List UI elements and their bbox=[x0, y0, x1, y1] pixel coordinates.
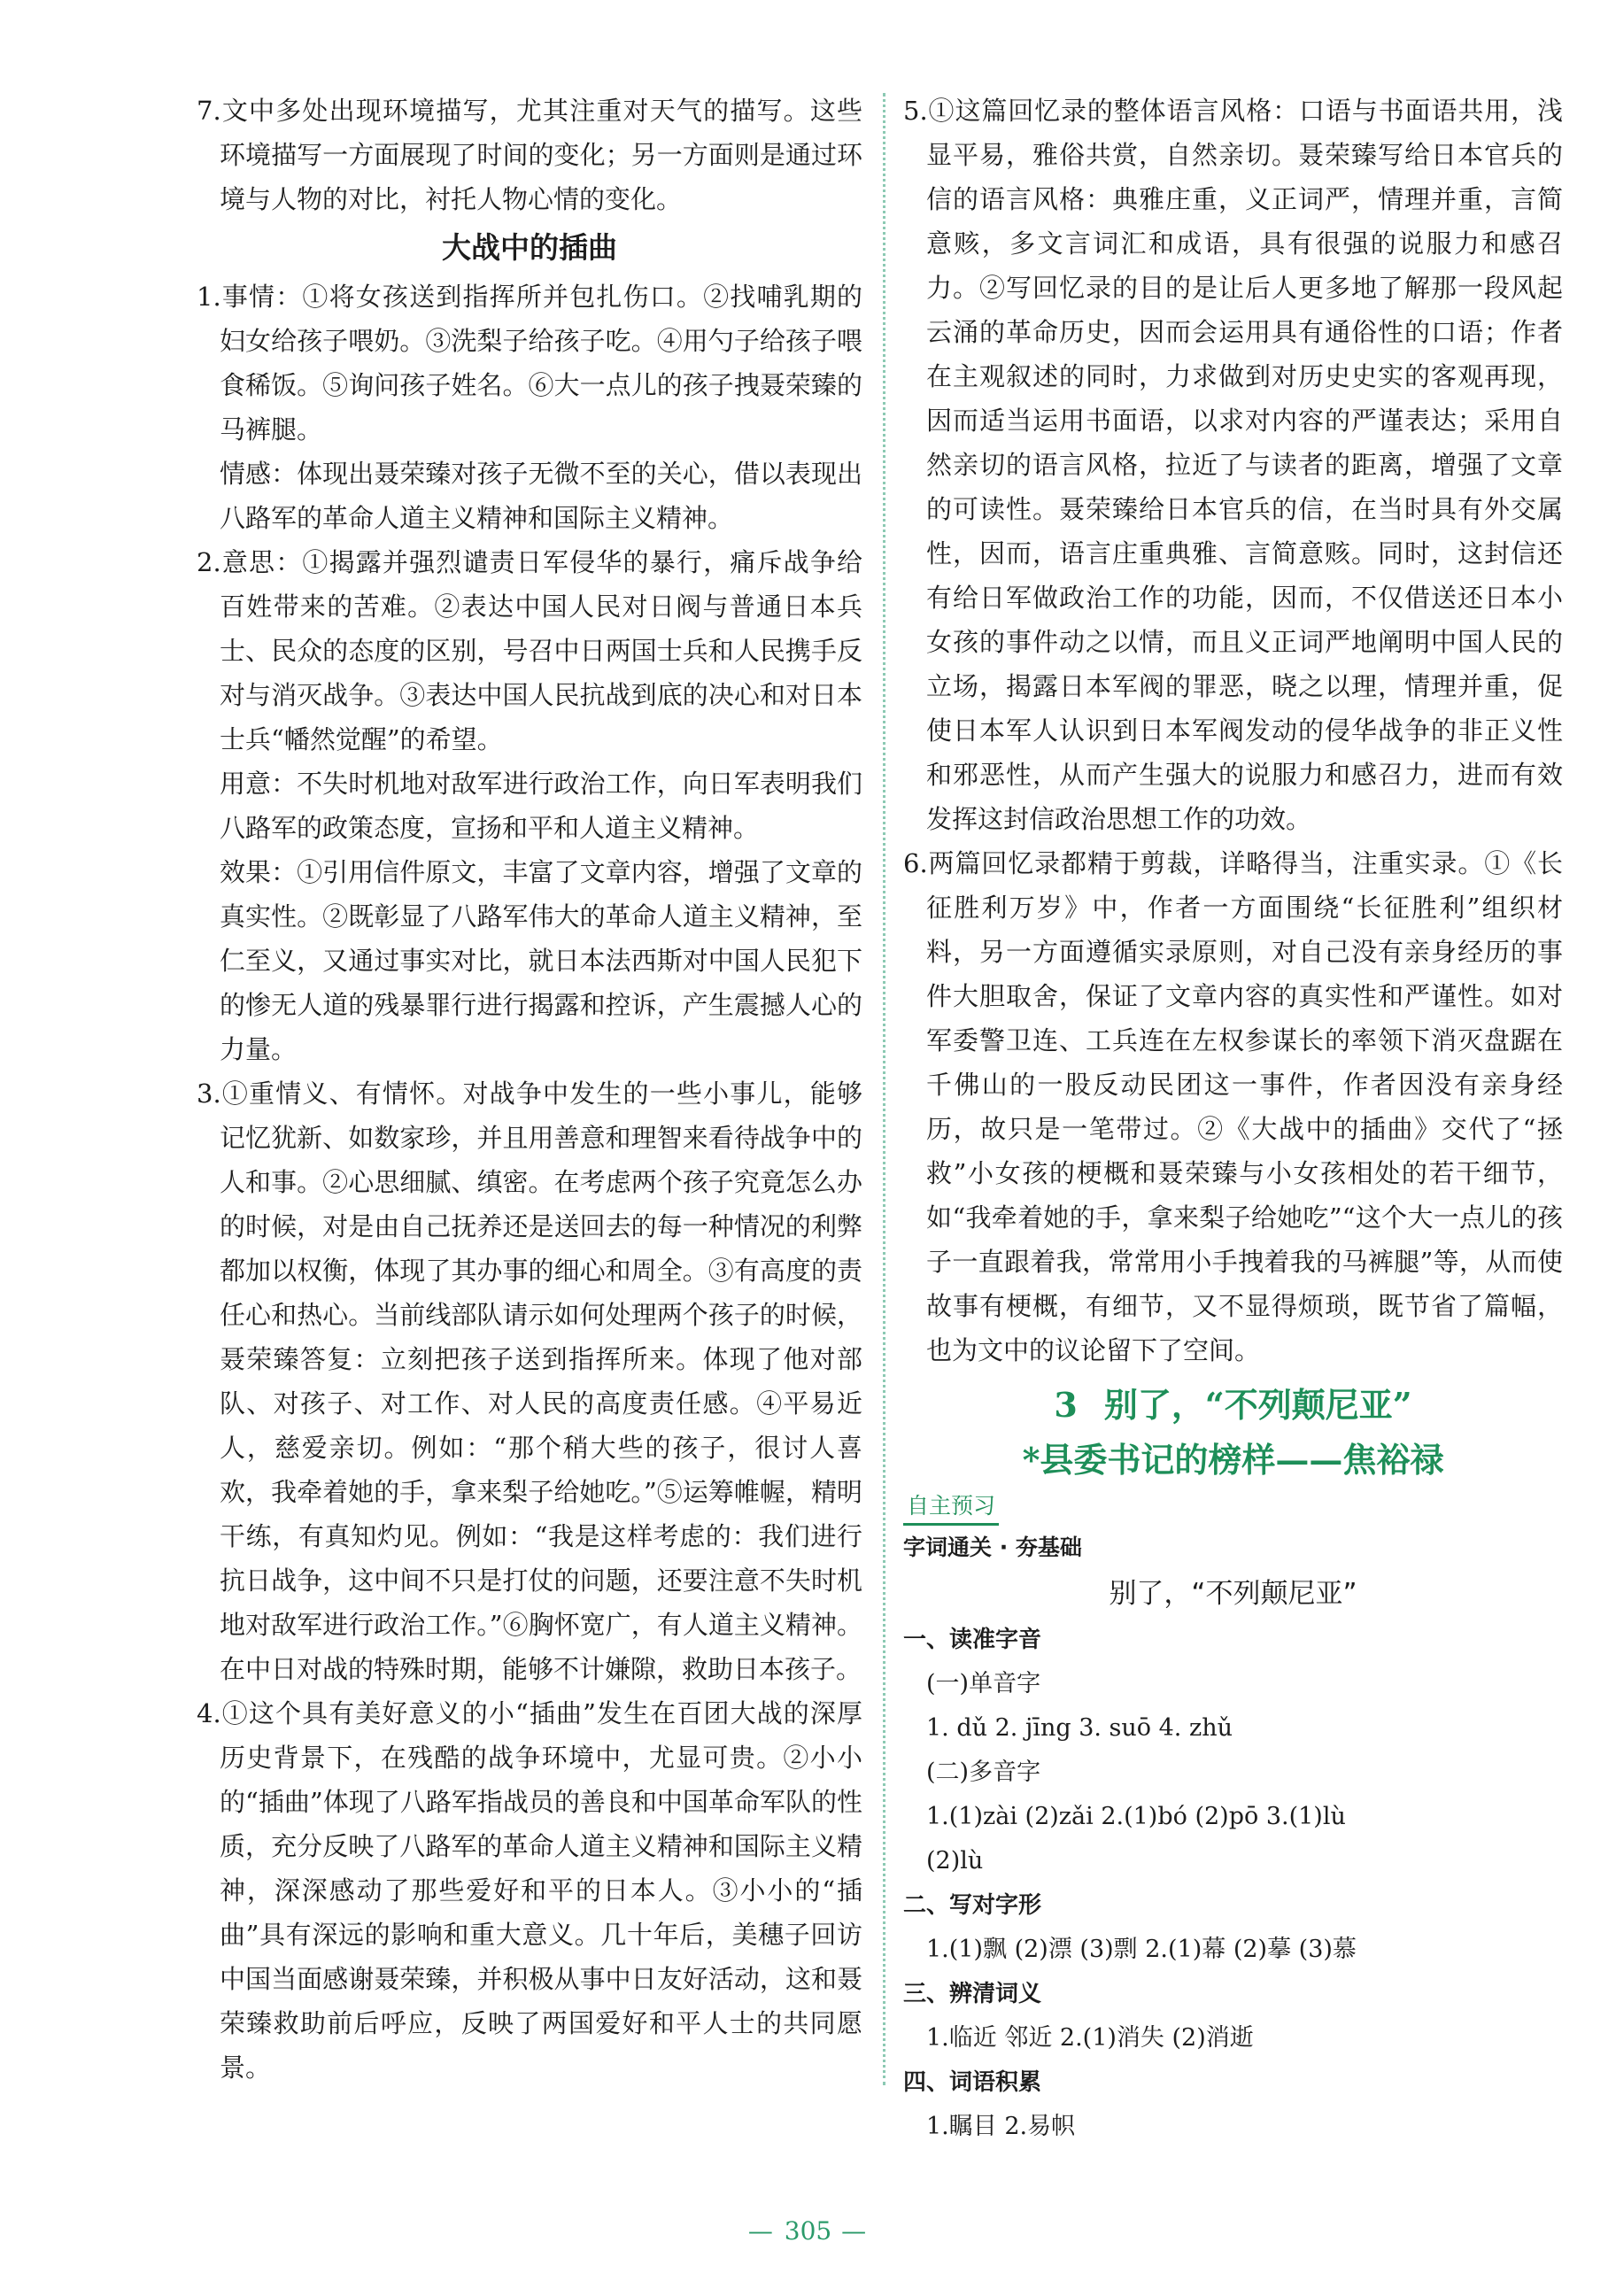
left-column bbox=[197, 89, 862, 2090]
lesson-number: 3 bbox=[1054, 1385, 1078, 1425]
vocab-lesson-title: 别了，“不列颠尼亚” bbox=[1109, 1578, 1357, 1610]
page-number-value: 305 bbox=[784, 2216, 832, 2246]
vocab-subheading: 字词通关 · 夯基础 bbox=[903, 1535, 1082, 1560]
subheading-single-reading: (一)单音字 bbox=[926, 1670, 1041, 1697]
heading-vocab-accumulation: 四、词语积累 bbox=[903, 2069, 1042, 2096]
answer-item-2-meaning: 2.意思：①揭露并强烈谴责日军侵华的暴行，痛斥战争给百姓带来的苦难。②表达中国人民对日阀与普通日本兵士、民众的态度的区别，号召中日两国士兵和人民携手反对与消灭战争。③表达中国人民抗战到底的决心和对日本士兵“幡然觉醒”的希望。 bbox=[197, 547, 862, 754]
answer-item-1-feeling: 情感：体现出聂荣臻对孩子无微不至的关心，借以表现出八路军的革命人道主义精神和国际主义精神。 bbox=[220, 459, 862, 533]
answer-item-7: 7.文中多处出现环境描写，尤其注重对天气的描写。这些环境描写一方面展现了时间的变化；另一方面则是通过环境与人物的对比，衬托人物心情的变化。 bbox=[197, 96, 862, 214]
self-study-tag-label: 自主预习 bbox=[903, 1491, 999, 1526]
answer-item-4: 4.①这个具有美好意义的小“插曲”发生在百团大战的深厚历史背景下，在残酷的战争环境中，尤显可贵。②小小的“插曲”体现了八路军指战员的善良和中国革命军队的性质，充分反映了八路军的革命人道主义精神和国际主义精神，深深感动了那些爱好和平的日本人。③小小的“插曲”具有深远的影响和重大意义。几十年后，美穗子回访中国当面感谢聂荣臻，并积极从事中日友好活动，这和聂荣臻救助前后呼应，反映了两国爱好和平人士的共同愿景。 bbox=[197, 1698, 862, 2083]
answer-word-meaning: 1.临近 邻近 2.(1)消失 (2)消逝 bbox=[926, 2024, 1254, 2052]
right-column bbox=[903, 89, 1563, 2149]
answer-item-1-event: 1.事情：①将女孩送到指挥所并包扎伤口。②找哺乳期的妇女给孩子喂奶。③洗梨子给孩子吃。④用勺子给孩子喂食稀饭。⑤询问孩子姓名。⑥大一点儿的孩子拽聂荣臻的马裤腿。 bbox=[197, 282, 862, 445]
answer-item-3: 3.①重情义、有情怀。对战争中发生的一些小事儿，能够记忆犹新、如数家珍，并且用善意和理智来看待战争中的人和事。②心思细腻、缜密。在考虑两个孩子究竟怎么办的时候，对是由自己抚养还是送回去的每一种情况的利弊都加以权衡，体现了其办事的细心和周全。③有高度的责任心和热心。当前线部队请示如何处理两个孩子的时候，聂荣臻答复：立刻把孩子送到指挥所来。体现了他对部队、对孩子、对工作、对人民的高度责任感。④平易近人，慈爱亲切。例如：“那个稍大些的孩子，很讨人喜欢，我牵着她的手，拿来梨子给她吃。”⑤运筹帷幄，精明干练，有真知灼见。例如：“我是这样考虑的：我们进行抗日战争，这中间不只是打仗的问题，还要注意不失时机地对敌军进行政治工作。”⑥胸怀宽广，有人道主义精神。在中日对战的特殊时期，能够不计嫌隙，救助日本孩子。 bbox=[197, 1078, 862, 1684]
heading-pronunciation: 一、读准字音 bbox=[903, 1627, 1042, 1653]
heading-character-form: 二、写对字形 bbox=[903, 1892, 1042, 1919]
answer-vocab-accumulation: 1.瞩目 2.易帜 bbox=[926, 2113, 1076, 2140]
heading-word-meaning: 三、辨清词义 bbox=[903, 1981, 1042, 2007]
answer-item-2-effect: 效果：①引用信件原文，丰富了文章内容，增强了文章的真实性。②既彰显了八路军伟大的革命人道主义精神，至仁至义，又通过事实对比，就日本法西斯对中国人民犯下的惨无人道的残暴罪行进行揭露和控诉，产生震撼人心的力量。 bbox=[220, 857, 862, 1064]
answer-item-6: 6.两篇回忆录都精于剪裁，详略得当，注重实录。①《长征胜利万岁》中，作者一方面围绕“长征胜利”组织材料，另一方面遵循实录原则，对自己没有亲身经历的事件大胆取舍，保证了文章内容的真实性和严谨性。如对军委警卫连、工兵连在左权参谋长的率领下消灭盘踞在千佛山的一股反动民团这一事件，作者因没有亲身经历，故只是一笔带过。②《大战中的插曲》交代了“拯救”小女孩的梗概和聂荣臻与小女孩相处的若干细节，如“我牵着她的手，拿来梨子给她吃”“这个大一点儿的孩子一直跟着我，常常用小手拽着我的马裤腿”等，从而使故事有梗概，有细节，又不显得烦琐，既节省了篇幅，也为文中的议论留下了空间。 bbox=[903, 848, 1563, 1365]
section-title: 大战中的插曲 bbox=[442, 230, 617, 265]
answer-multi-reading-2: (2)lù bbox=[926, 1847, 984, 1875]
column-divider bbox=[883, 93, 885, 2085]
self-study-tag bbox=[903, 1491, 999, 1526]
subheading-multi-reading: (二)多音字 bbox=[926, 1759, 1041, 1786]
lesson-title-2: *县委书记的榜样——焦裕禄 bbox=[1022, 1440, 1444, 1480]
answer-single-reading: 1. dǔ 2. jīng 3. suō 4. zhǔ bbox=[926, 1714, 1233, 1742]
answer-character-form: 1.(1)飘 (2)漂 (3)剽 2.(1)幕 (2)摹 (3)慕 bbox=[926, 1936, 1357, 1963]
lesson-title-1 bbox=[903, 1378, 1563, 1433]
answer-item-2-purpose: 用意：不失时机地对敌军进行政治工作，向日军表明我们八路军的政策态度，宣扬和平和人道主义精神。 bbox=[220, 769, 862, 843]
answer-item-5: 5.①这篇回忆录的整体语言风格：口语与书面语共用，浅显平易，雅俗共赏，自然亲切。聂荣臻写给日本官兵的信的语言风格：典雅庄重，义正词严，情理并重，言简意赅，多文言词汇和成语，具有很强的说服力和感召力。②写回忆录的目的是让后人更多地了解那一段风起云涌的革命历史，因而会运用具有通俗性的口语；作者在主观叙述的同时，力求做到对历史史实的客观再现，因而适当运用书面语，以求对内容的严谨表达；采用自然亲切的语言风格，拉近了与读者的距离，增强了文章的可读性。聂荣臻给日本官兵的信，在当时具有外交属性，因而，语言庄重典雅、言简意赅。同时，这封信还有给日军做政治工作的功能，因而，不仅借送还日本小女孩的事件动之以情，而且义正词严地阐明中国人民的立场，揭露日本军阀的罪恶，晓之以理，情理并重，促使日本军人认识到日本军阀发动的侵华战争的非正义性和邪恶性，从而产生强大的说服力和感召力，进而有效发挥这封信政治思想工作的功效。 bbox=[903, 96, 1563, 834]
lesson-title-1-text: 别了，“不列颠尼亚” bbox=[1103, 1385, 1412, 1425]
answer-multi-reading-1: 1.(1)zài (2)zǎi 2.(1)bó (2)pō 3.(1)lù bbox=[926, 1803, 1346, 1830]
page-number: — 305 — bbox=[747, 2216, 869, 2246]
